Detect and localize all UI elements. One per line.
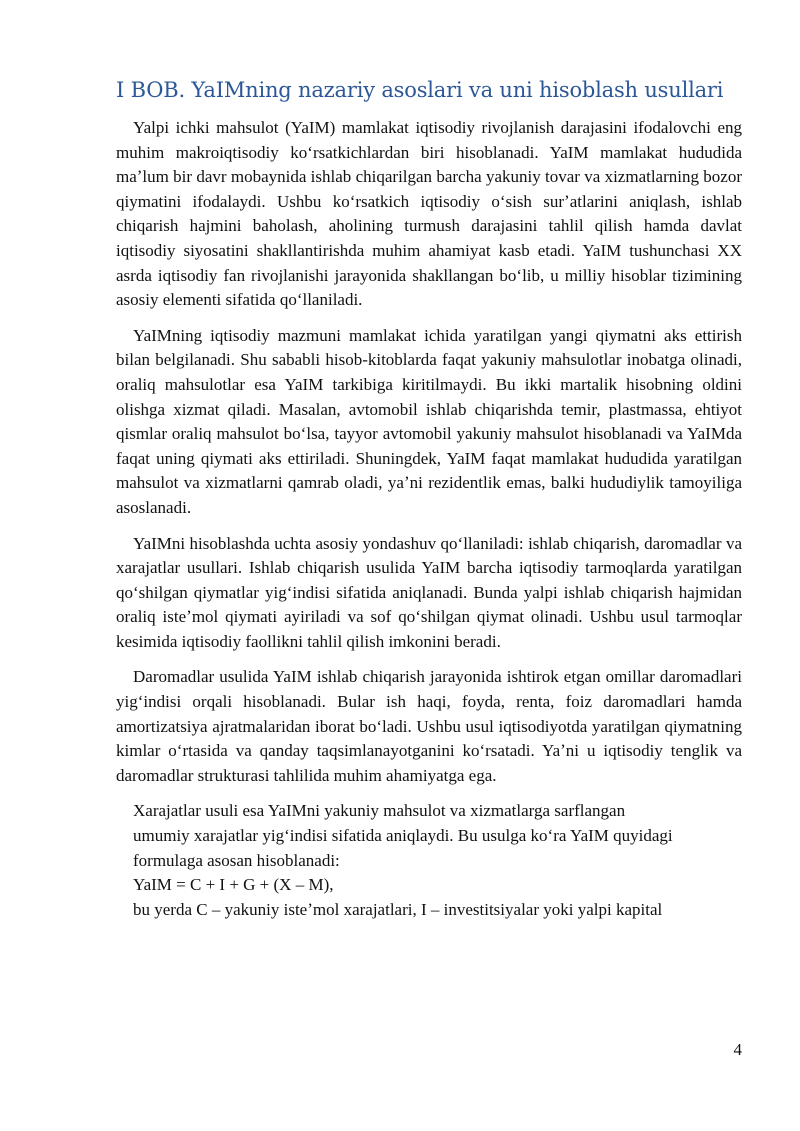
paragraph-5-line-1: Xarajatlar usuli esa YaIMni yakuniy mahsulot va xizmatlarga sarflangan <box>133 801 626 821</box>
chapter-heading: I BOB. YaIMning nazariy asoslari va uni hisoblash usullari <box>116 78 724 102</box>
paragraph-5 <box>116 799 742 922</box>
paragraph-2: YaIMning iqtisodiy mazmuni mamlakat ichida yaratilgan yangi qiymatni aks ettirish bilan belgilanadi. Shu sababli hisob-kitoblarda faqat yakuniy mahsulotlar inobatga olinadi, oraliq mahsulotlar esa YaIM tarkibiga kiritilmaydi. Bu ikki martalik hisobning oldini olishga xizmat qiladi. Masalan, avtomobil ishlab chiqarishda temir, plastmassa, ehtiyot qismlar oraliq mahsulot boʻlsa, tayyor avtomobil yakuniy mahsulot hisoblanadi va YaIMda faqat uning qiymati aks ettiriladi. Shuningdek, YaIM faqat mamlakat hududida yaratilgan mahsulot va xizmatlarni qamrab oladi, yaʼni rezidentlik emas, balki hududiylik tamoyiliga asoslanadi. <box>116 325 742 517</box>
paragraph-1: Yalpi ichki mahsulot (YaIM) mamlakat iqtisodiy rivojlanish darajasini ifodalovchi eng muhim makroiqtisodiy koʻrsatkichlardan biri hisoblanadi. YaIM mamlakat hududida maʼlum bir davr mobaynida ishlab chiqarilgan barcha yakuniy tovar va xizmatlarning bozor qiymatini ifodalaydi. Ushbu koʻrsatkich iqtisodiy oʻsish surʼatlarini aniqlash, ishlab chiqarish hajmini baholash, aholining turmush darajasini tahlil qilish hamda davlat iqtisodiy siyosatini shakllantirishda muhim ahamiyat kasb etadi. YaIM tushunchasi XX asrda iqtisodiy fan rivojlanishi jarayonida shakllangan boʻlib, u milliy hisoblar tizimining asosiy elementi sifatida qoʻllaniladi. <box>116 118 742 310</box>
paragraph-3: YaIMni hisoblashda uchta asosiy yondashuv qoʻllaniladi: ishlab chiqarish, daromadlar va xarajatlar usullari. Ishlab chiqarish usulida YaIM barcha iqtisodiy tarmoqlarda yaratilgan qoʻshilgan qiymatlar yigʻindisi sifatida aniqlanadi. Bunda yalpi ishlab chiqarish hajmidan oraliq isteʼmol qiymati ayiriladi va sof qoʻshilgan qiymat olinadi. Ushbu usul tarmoqlar kesimida iqtisodiy faollikni tahlil qilish imkonini beradi. <box>116 533 742 651</box>
body-text <box>116 116 742 922</box>
paragraph-5-line-5: bu yerda C – yakuniy isteʼmol xarajatlari, I – investitsiyalar yoki yalpi kapital <box>133 899 663 919</box>
gdp-formula: YaIM = C + I + G + (X – M), <box>133 875 334 895</box>
paragraph-5-line-2: umumiy xarajatlar yigʻindisi sifatida aniqlaydi. Bu usulga koʻra YaIM quyidagi <box>133 826 673 846</box>
page-number: 4 <box>733 1040 742 1059</box>
paragraph-4: Daromadlar usulida YaIM ishlab chiqarish jarayonida ishtirok etgan omillar daromadlari yigʻindisi orqali hisoblanadi. Bular ish haqi, foyda, renta, foiz daromadlari hamda amortizatsiya ajratmalaridan iborat boʻladi. Ushbu usul iqtisodiyotda yaratilgan qiymatning kimlar oʻrtasida va qanday taqsimlanayotganini koʻrsatadi. Yaʼni u iqtisodiy tenglik va daromadlar strukturasi tahlilida muhim ahamiyatga ega. <box>116 667 742 785</box>
paragraph-5-line-3: formulaga asosan hisoblanadi: <box>133 850 340 870</box>
